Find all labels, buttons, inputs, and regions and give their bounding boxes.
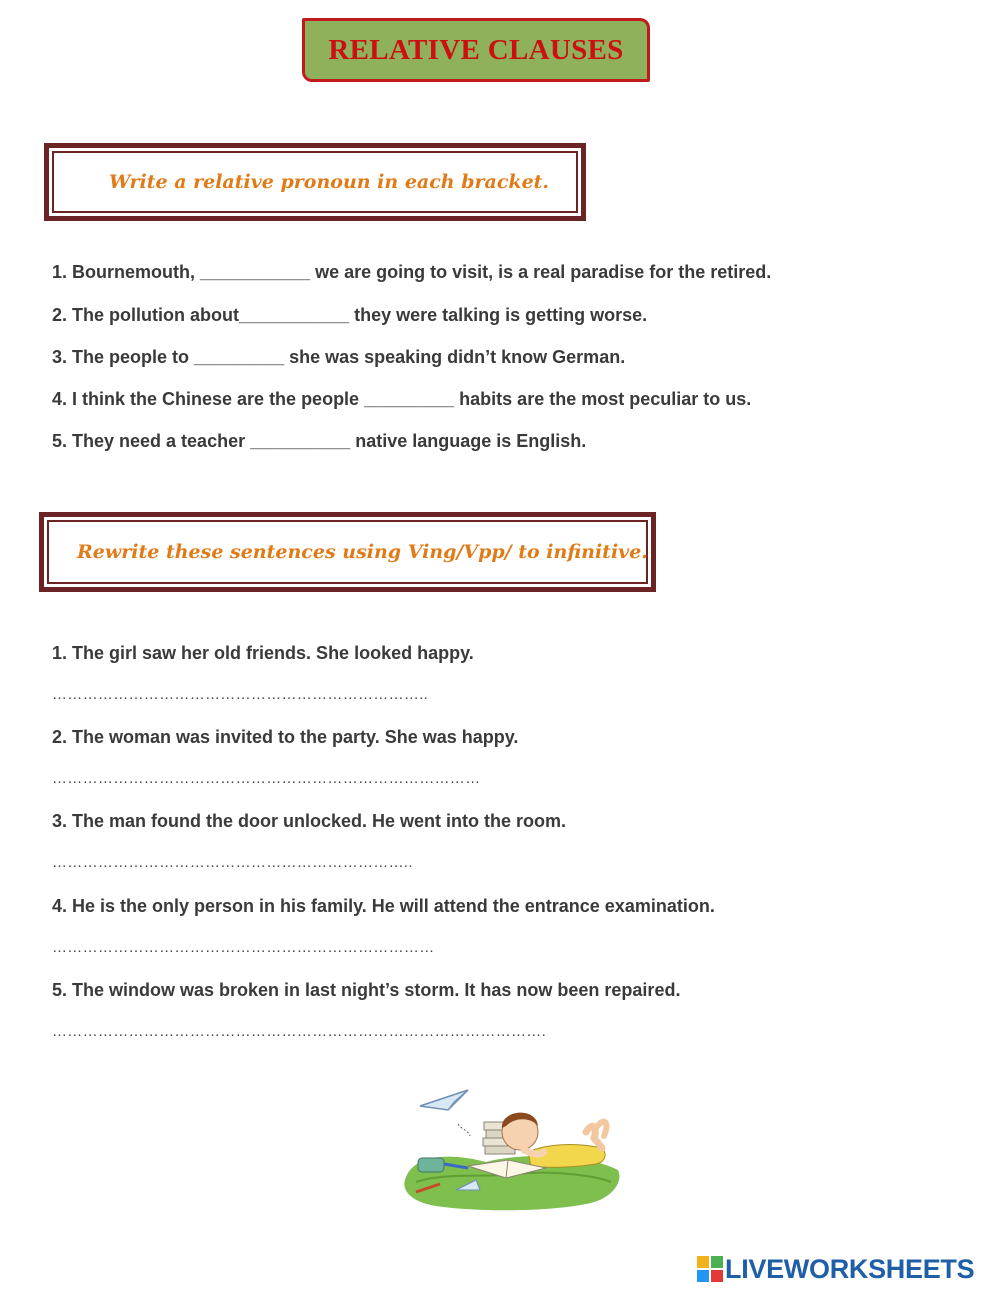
worksheet-title: RELATIVE CLAUSES bbox=[328, 33, 624, 66]
brand-text: LIVEWORKSHEETS bbox=[725, 1253, 975, 1284]
section1-item-4[interactable]: 4. I think the Chinese are the people _________ habits are the most peculiar to us. bbox=[52, 389, 752, 409]
section1-instruction: Write a relative pronoun in each bracket. bbox=[109, 171, 550, 193]
section2-answer-3[interactable]: …………………………………………………………….. bbox=[52, 854, 413, 871]
section2-answer-4[interactable]: ………………………………………………………………… bbox=[52, 939, 435, 956]
section2-sentence-2: 2. The woman was invited to the party. She was happy. bbox=[52, 727, 519, 747]
section2-sentence-5: 5. The window was broken in last night’s storm. It has now been repaired. bbox=[52, 980, 681, 1000]
section2-sentence-1: 1. The girl saw her old friends. She looked happy. bbox=[52, 643, 474, 663]
section1-item-5[interactable]: 5. They need a teacher __________ native language is English. bbox=[52, 431, 587, 451]
section1-instruction-box bbox=[44, 143, 586, 221]
section2-answer-5[interactable]: ……………………………………………………………………………………. bbox=[52, 1023, 547, 1040]
section2-answer-1[interactable]: ……………………………………………………………….. bbox=[52, 686, 429, 703]
paper-plane-icon bbox=[420, 1090, 468, 1110]
section1-item-3[interactable]: 3. The people to _________ she was speaking didn’t know German. bbox=[52, 347, 626, 367]
section2-instruction: Rewrite these sentences using Ving/Vpp/ to infinitive. bbox=[77, 541, 648, 563]
section2-sentence-4: 4. He is the only person in his family. He will attend the entrance examination. bbox=[52, 896, 715, 916]
section2-instruction-box bbox=[39, 512, 656, 592]
worksheet-title-box bbox=[302, 18, 650, 82]
section1-item-2[interactable]: 2. The pollution about___________ they were talking is getting worse. bbox=[52, 305, 648, 325]
liveworksheets-logo-icon bbox=[697, 1256, 723, 1282]
liveworksheets-brand[interactable] bbox=[697, 1252, 974, 1286]
child-reading-illustration bbox=[396, 1082, 626, 1212]
section2-sentence-3: 3. The man found the door unlocked. He went into the room. bbox=[52, 811, 567, 831]
section1-item-1[interactable]: 1. Bournemouth, ___________ we are going to visit, is a real paradise for the retired. bbox=[52, 262, 772, 282]
section2-answer-2[interactable]: ………………………………………………………………………… bbox=[52, 770, 481, 787]
